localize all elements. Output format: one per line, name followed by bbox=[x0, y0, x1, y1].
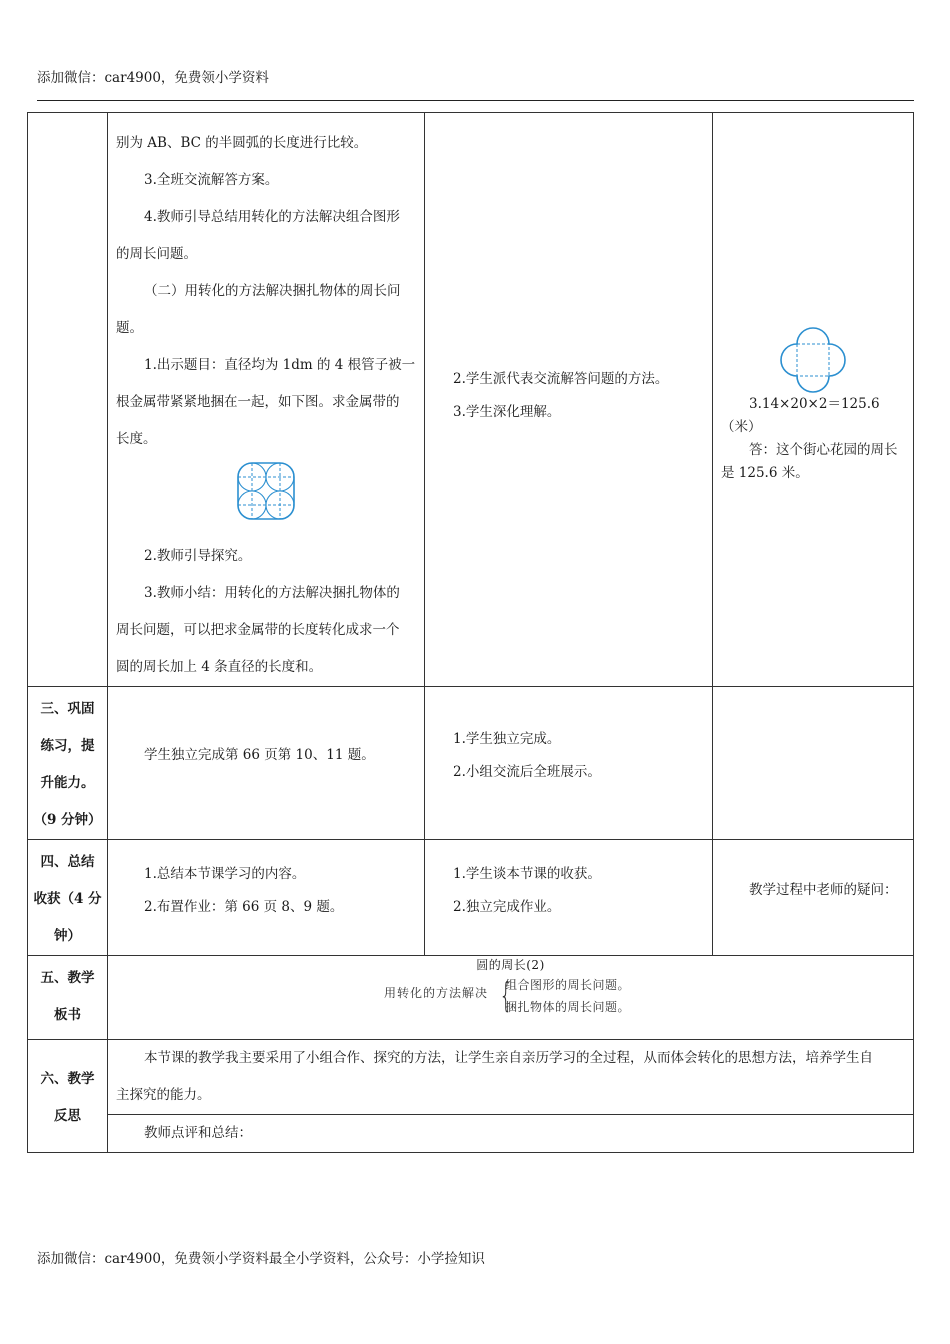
reflection-cell bbox=[108, 1040, 914, 1115]
student-line: 1.学生谈本节课的收获。 bbox=[453, 866, 601, 882]
student-line: 2.小组交流后全班展示。 bbox=[453, 764, 601, 780]
row-review bbox=[28, 1115, 914, 1153]
teacher-line: （二）用转化的方法解决捆扎物体的周长问 bbox=[144, 283, 401, 299]
stage-summary bbox=[28, 840, 108, 956]
teacher-activity-cell bbox=[108, 840, 425, 956]
stage-line: 板书 bbox=[54, 1007, 81, 1023]
stage-line: 五、教学 bbox=[40, 970, 95, 986]
teacher-line: 的周长问题。 bbox=[116, 246, 197, 262]
garden-shape-figure bbox=[780, 327, 846, 393]
teacher-line: 根金属带紧紧地捆在一起，如下图。求金属带的 bbox=[116, 394, 400, 410]
row-summary bbox=[28, 840, 914, 956]
row-reflection bbox=[28, 1040, 914, 1115]
row-consolidate bbox=[28, 687, 914, 840]
header-note: 添加微信：car4900，免费领小学资料 bbox=[37, 70, 269, 86]
teacher-line: 3.全班交流解答方案。 bbox=[144, 172, 279, 188]
teacher-line: 2.教师引导探究。 bbox=[144, 548, 252, 564]
teacher-line: 题。 bbox=[116, 320, 143, 336]
teacher-line: 别为 AB、BC 的半圆弧的长度进行比较。 bbox=[116, 135, 368, 151]
student-line: 1.学生独立完成。 bbox=[453, 731, 561, 747]
stage-line: 反思 bbox=[54, 1108, 81, 1124]
stage-line: 升能力。 bbox=[40, 775, 95, 791]
note-cell bbox=[713, 113, 914, 687]
teacher-question-note: 教学过程中老师的疑问： bbox=[749, 882, 898, 898]
teacher-activity-cell bbox=[108, 687, 425, 840]
stage-line: 收获（4 分 bbox=[33, 891, 102, 907]
formula: 3.14×20×2＝125.6（米） bbox=[721, 396, 880, 435]
answer-line: 是 125.6 米。 bbox=[721, 465, 809, 481]
student-line: 2.独立完成作业。 bbox=[453, 899, 561, 915]
note-cell bbox=[713, 840, 914, 956]
stage-line: 四、总结 bbox=[40, 854, 95, 870]
stage-reflection bbox=[28, 1040, 108, 1153]
teacher-line: 圆的周长加上 4 条直径的长度和。 bbox=[116, 659, 323, 675]
teacher-line: 4.教师引导总结用转化的方法解决组合图形 bbox=[144, 209, 400, 225]
footer-note: 添加微信：car4900，免费领小学资料最全小学资料，公众号：小学捡知识 bbox=[37, 1251, 485, 1267]
reflection-text: 本节课的教学我主要采用了小组合作、探究的方法，让学生亲自亲历学习的全过程，从而体会转化的思想方法，培养学生自 bbox=[144, 1050, 873, 1066]
student-line: 3.学生深化理解。 bbox=[453, 404, 561, 420]
student-activity-cell bbox=[425, 113, 713, 687]
teacher-line: 长度。 bbox=[116, 431, 157, 447]
row-board bbox=[28, 956, 914, 1040]
stage-consolidate bbox=[28, 687, 108, 840]
board-item: 捆扎物体的周长问题。 bbox=[505, 1000, 631, 1014]
board-title: 圆的周长(2) bbox=[476, 958, 545, 972]
note-cell bbox=[713, 687, 914, 840]
stage-line: 六、教学 bbox=[40, 1071, 95, 1087]
teacher-line: 3.教师小结：用转化的方法解决捆扎物体的 bbox=[144, 585, 400, 601]
teacher-line: 周长问题，可以把求金属带的长度转化成求一个 bbox=[116, 622, 400, 638]
student-line: 2.学生派代表交流解答问题的方法。 bbox=[453, 371, 669, 387]
teacher-line: 1.出示题目：直径均为 1dm 的 4 根管子被一 bbox=[144, 357, 416, 373]
lesson-plan-table bbox=[27, 112, 914, 1153]
board-lead: 用转化的方法解决 bbox=[384, 986, 489, 1000]
teacher-line: 学生独立完成第 66 页第 10、11 题。 bbox=[144, 747, 375, 763]
teacher-line: 1.总结本节课学习的内容。 bbox=[144, 866, 306, 882]
stage-cell-empty bbox=[28, 113, 108, 687]
stage-line: （9 分钟） bbox=[33, 812, 102, 828]
teacher-line: 2.布置作业：第 66 页 8、9 题。 bbox=[144, 899, 344, 915]
teacher-activity-cell bbox=[108, 113, 425, 687]
stage-line: 练习，提 bbox=[40, 738, 95, 754]
board-item: 组合图形的周长问题。 bbox=[505, 978, 631, 992]
answer-line: 答：这个街心花园的周长 bbox=[749, 442, 898, 458]
review-cell bbox=[108, 1115, 914, 1153]
review-label: 教师点评和总结： bbox=[144, 1125, 252, 1141]
student-activity-cell bbox=[425, 687, 713, 840]
stage-board bbox=[28, 956, 108, 1040]
reflection-text: 主探究的能力。 bbox=[116, 1087, 211, 1103]
brace-icon: { bbox=[499, 976, 513, 1016]
row-continued bbox=[28, 113, 914, 687]
blackboard-layout bbox=[108, 956, 913, 1038]
student-activity-cell bbox=[425, 840, 713, 956]
stage-line: 三、巩固 bbox=[40, 701, 95, 717]
board-cell bbox=[108, 956, 914, 1040]
stage-line: 钟） bbox=[54, 928, 81, 944]
header-divider bbox=[37, 100, 914, 101]
pipe-bundle-figure bbox=[237, 462, 295, 520]
